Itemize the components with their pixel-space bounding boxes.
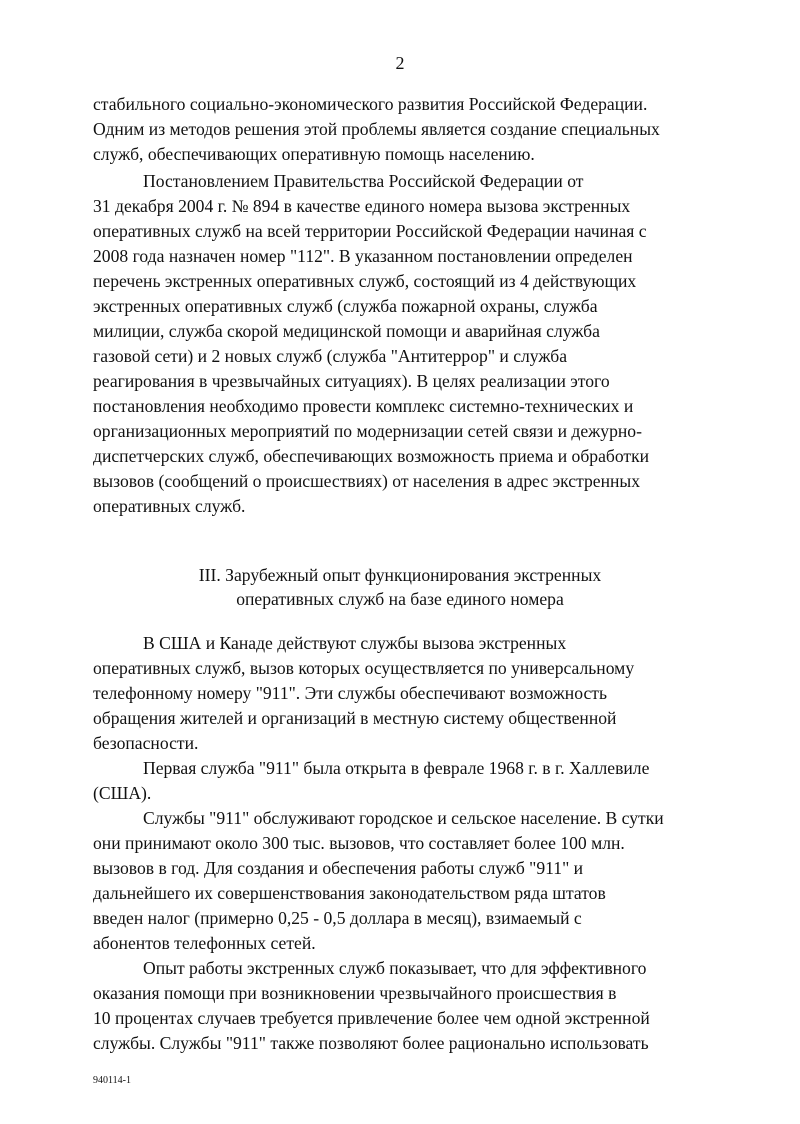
text-line: (США). <box>93 783 152 803</box>
text-line: Первая служба "911" была открыта в феврале 1968 г. в г. Халлевиле <box>143 758 650 778</box>
text-line: вызовов в год. Для создания и обеспечения работы служб "911" и <box>93 858 584 878</box>
section-heading-line: оперативных служб на базе единого номера <box>236 589 564 609</box>
text-line: 2008 года назначен номер "112". В указанном постановлении определен <box>93 246 633 266</box>
text-line: дальнейшего их совершенствования законодательством ряда штатов <box>93 883 606 903</box>
text-line: газовой сети) и 2 новых служб (служба "Антитеррор" и служба <box>93 346 568 366</box>
text-line: оперативных служб на всей территории Российской Федерации начиная с <box>93 221 647 241</box>
text-line: 10 процентах случаев требуется привлечение более чем одной экстренной <box>93 1008 650 1028</box>
text-line: В США и Канаде действуют службы вызова экстренных <box>143 633 567 653</box>
text-line: Одним из методов решения этой проблемы является создание специальных <box>93 119 660 139</box>
text-line: 31 декабря 2004 г. № 894 в качестве единого номера вызова экстренных <box>93 196 631 216</box>
text-line: организационных мероприятий по модернизации сетей связи и дежурно- <box>93 421 642 441</box>
text-line: телефонному номеру "911". Эти службы обеспечивают возможность <box>93 683 607 703</box>
text-line: диспетчерских служб, обеспечивающих возможность приема и обработки <box>93 446 650 466</box>
text-line: стабильного социально-экономического развития Российской Федерации. <box>93 94 648 114</box>
text-line: служб, обеспечивающих оперативную помощь населению. <box>93 144 535 164</box>
text-line: Постановлением Правительства Российской Федерации от <box>143 171 584 191</box>
footer-code: 940114-1 <box>93 1075 131 1086</box>
text-line: они принимают около 300 тыс. вызовов, что составляет более 100 млн. <box>93 833 625 853</box>
text-line: оперативных служб. <box>93 496 246 516</box>
text-line: перечень экстренных оперативных служб, состоящий из 4 действующих <box>93 271 637 291</box>
text-line: милиции, служба скорой медицинской помощи и аварийная служба <box>93 321 600 341</box>
text-line: абонентов телефонных сетей. <box>93 933 316 953</box>
text-line: экстренных оперативных служб (служба пожарной охраны, служба <box>93 296 598 316</box>
text-line: вызовов (сообщений о происшествиях) от населения в адрес экстренных <box>93 471 641 491</box>
text-line: службы. Службы "911" также позволяют более рационально использовать <box>93 1033 649 1053</box>
text-line: реагирования в чрезвычайных ситуациях). В целях реализации этого <box>93 371 610 391</box>
text-line: обращения жителей и организаций в местную систему общественной <box>93 708 617 728</box>
text-line: Службы "911" обслуживают городское и сельское население. В сутки <box>143 808 664 828</box>
text-line: оперативных служб, вызов которых осуществляется по универсальному <box>93 658 635 678</box>
text-line: введен налог (примерно 0,25 - 0,5 доллара в месяц), взимаемый с <box>93 908 582 928</box>
text-line: оказания помощи при возникновении чрезвычайного происшествия в <box>93 983 617 1003</box>
page-number: 2 <box>395 53 405 73</box>
text-line: постановления необходимо провести комплекс системно-технических и <box>93 396 634 416</box>
text-line: Опыт работы экстренных служб показывает, что для эффективного <box>143 958 647 978</box>
section-heading-line: III. Зарубежный опыт функционирования экстренных <box>198 565 602 585</box>
text-line: безопасности. <box>93 733 199 753</box>
